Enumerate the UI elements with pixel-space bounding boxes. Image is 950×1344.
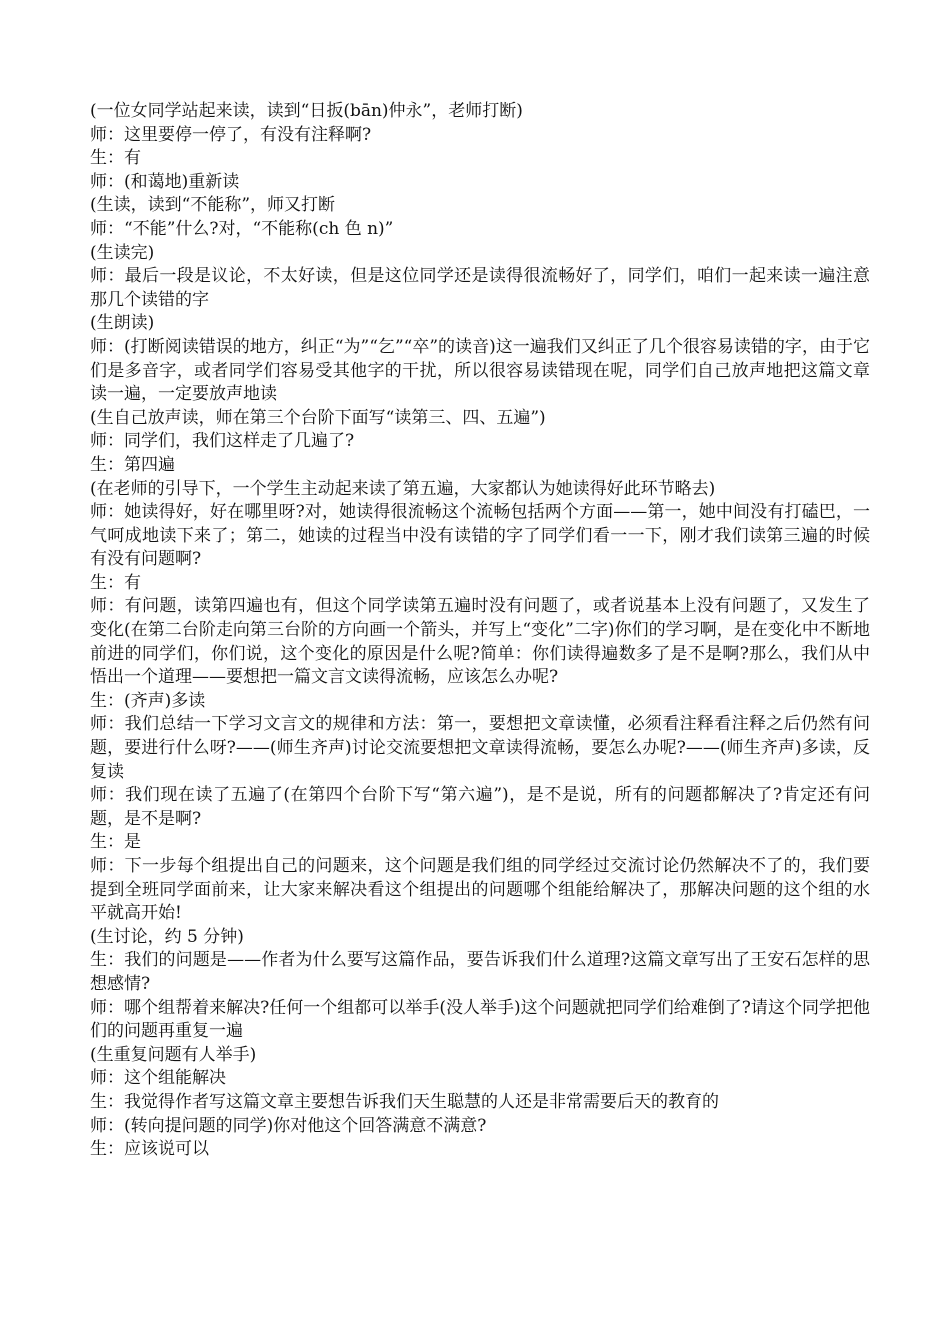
text-line: 生：是: [90, 832, 141, 853]
text-line: 生：有: [90, 148, 141, 169]
text-paragraph: 师：我们总结一下学习文言文的规律和方法：第一，要想把文章读懂，必须看注释看注释之后仍然有问题，要进行什么呀?——(师生齐声)讨论交流要想把文章读得流畅，要怎么办呢?——(师生齐声)多读，反复读: [90, 714, 870, 782]
text-line: (生自己放声读，师在第三个台阶下面写“读第三、四、五遍”): [90, 407, 546, 428]
text-line: 师：(转向提问题的同学)你对他这个回答满意不满意?: [90, 1115, 487, 1136]
text-line: 师：这里要停一停了，有没有注释啊?: [90, 124, 372, 145]
text-paragraph: 师：她读得好，好在哪里呀?对，她读得很流畅这个流畅包括两个方面——第一，她中间没有打磕巴，一气呵成地读下来了；第二，她读的过程当中没有读错的字了同学们看一一下，刚才我们读第三遍的时候有没有问题啊?: [90, 502, 870, 570]
text-paragraph: 师：下一步每个组提出自己的问题来，这个问题是我们组的同学经过交流讨论仍然解决不了的，我们要提到全班同学面前来，让大家来解决看这个组提出的问题哪个组能给解决了，那解决问题的这个组的水平就高开始!: [90, 856, 870, 924]
text-line: 师：(和蔼地)重新读: [90, 171, 240, 192]
text-line: (生读，读到“不能称”，师又打断: [90, 195, 336, 216]
text-line: (生讨论，约 5 分钟): [90, 926, 244, 947]
text-line: 师：“不能”什么?对，“不能称(ch 色 n)”: [90, 218, 394, 239]
document-body: [90, 100, 870, 1162]
text-line: (生读完): [90, 242, 155, 263]
text-line: 生：我觉得作者写这篇文章主要想告诉我们天生聪慧的人还是非常需要后天的教育的: [90, 1091, 719, 1112]
text-line: 生：第四遍: [90, 454, 175, 475]
text-paragraph: 师：我们现在读了五遍了(在第四个台阶下写“第六遍”)，是不是说，所有的问题都解决了?肯定还有问题，是不是啊?: [90, 785, 870, 829]
text-paragraph: 生：我们的问题是——作者为什么要写这篇作品，要告诉我们什么道理?这篇文章写出了王安石怎样的思想感情?: [90, 950, 870, 994]
text-paragraph: 师：最后一段是议论，不太好读，但是这位同学还是读得很流畅好了，同学们，咱们一起来读一遍注意那几个读错的字: [90, 266, 870, 310]
text-line: (生朗读): [90, 313, 155, 334]
text-paragraph: 师：(打断阅读错误的地方，纠正“为”“乞”“卒”的读音)这一遍我们又纠正了几个很容易读错的字，由于它们是多音字，或者同学们容易受其他字的干扰，所以很容易读错现在呢，同学们自己放声地把这篇文章读一遍，一定要放声地读: [90, 336, 870, 405]
text-line: 生：(齐声)多读: [90, 690, 206, 711]
text-paragraph: 师：哪个组帮着来解决?任何一个组都可以举手(没人举手)这个问题就把同学们给难倒了?请这个同学把他们的问题再重复一遍: [90, 997, 870, 1042]
text-line: 师：这个组能解决: [90, 1068, 226, 1089]
text-paragraph: 师：有问题，读第四遍也有，但这个同学读第五遍时没有问题了，或者说基本上没有问题了，又发生了变化(在第二台阶走向第三台阶的方向画一个箭头，并写上“变化”二字)你们的学习啊，是在变化中不断地前进的同学们，你们说，这个变化的原因是什么呢?简单：你们读得遍数多了是不是啊?那么，我们从中悟出一个道理——要想把一篇文言文读得流畅，应该怎么办呢?: [90, 596, 870, 688]
text-line: (生重复问题有人举手): [90, 1044, 257, 1065]
text-line: 师：同学们，我们这样走了几遍了?: [90, 431, 355, 452]
text-line: (一位女同学站起来读，读到“日扳(bān)仲永”，老师打断): [90, 101, 523, 121]
text-line: 生：有: [90, 572, 141, 593]
text-line: (在老师的引导下，一个学生主动起来读了第五遍，大家都认为她读得好此环节略去): [90, 478, 716, 499]
text-line: 生：应该说可以: [90, 1139, 209, 1160]
